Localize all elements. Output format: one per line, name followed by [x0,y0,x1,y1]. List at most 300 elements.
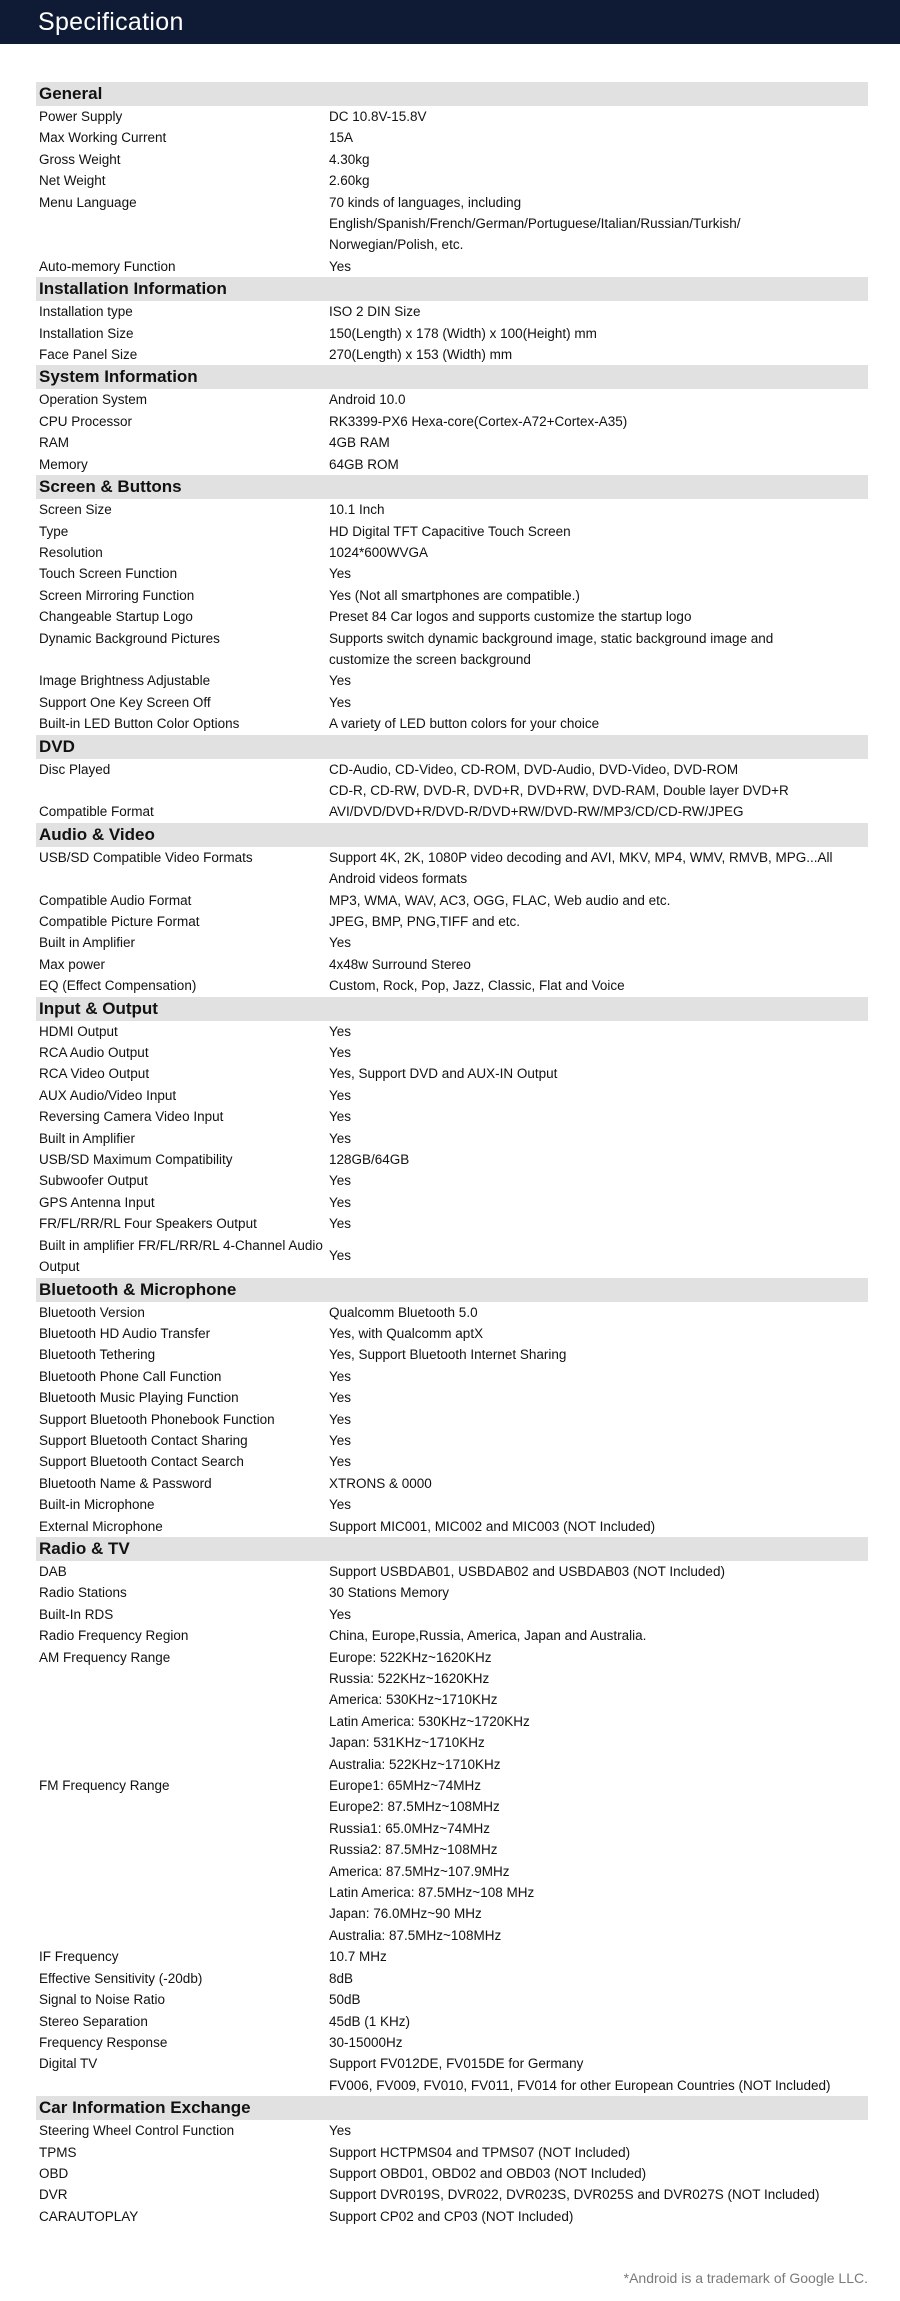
spec-label: Radio Frequency Region [39,1628,189,1644]
spec-value [329,1213,868,1234]
spec-label: Frequency Response [39,2034,168,2050]
spec-value-line: Yes [329,1454,352,1470]
spec-row [36,1021,868,1042]
spec-row [36,1213,868,1234]
spec-value-line: RK3399-PX6 Hexa-core(Cortex-A72+Cortex-A35) [329,413,628,429]
spec-row [36,1149,868,1170]
spec-label: Digital TV [39,2056,98,2072]
spec-value [329,1516,868,1537]
spec-row [36,389,868,410]
spec-row [36,2053,868,2096]
spec-row [36,149,868,170]
spec-value-line: Yes, with Qualcomm aptX [329,1325,484,1341]
section-title: Bluetooth & Microphone [36,1278,868,1302]
spec-label: Support Bluetooth Phonebook Function [39,1411,275,1427]
spec-value-line: Yes [329,1390,352,1406]
section-title: Installation Information [36,277,868,301]
spec-row [36,1516,868,1537]
spec-value [329,1604,868,1625]
spec-row [36,1582,868,1603]
spec-value-line: AVI/DVD/DVD+R/DVD-R/DVD+RW/DVD-RW/MP3/CD/CD-RW/JPEG [329,804,744,820]
spec-label: GPS Antenna Input [39,1194,155,1210]
spec-label: Compatible Audio Format [39,892,192,908]
spec-section [36,277,868,365]
spec-value [329,1946,868,1967]
spec-label: Built-in LED Button Color Options [39,716,240,732]
spec-value [329,1775,868,1946]
spec-row [36,106,868,127]
spec-value-line: America: 530KHz~1710KHz [329,1692,498,1708]
spec-value [329,1582,868,1603]
spec-label: OBD [39,2165,69,2181]
spec-label: IF Frequency [39,1949,119,1965]
spec-value [329,170,868,191]
spec-label: Disc Played [39,761,111,777]
specification-table [36,82,868,2227]
spec-label: Subwoofer Output [39,1173,148,1189]
spec-value [329,127,868,148]
spec-row [36,1128,868,1149]
spec-value-line: Support 4K, 2K, 1080P video decoding and AVI, MKV, MP4, WMV, RMVB, MPG...All [329,849,833,865]
spec-label: Signal to Noise Ratio [39,1992,166,2008]
spec-row [36,323,868,344]
spec-value [329,1063,868,1084]
spec-row [36,759,868,802]
spec-label: Built-in Microphone [39,1497,155,1513]
spec-label: External Microphone [39,1518,163,1534]
section-title: Input & Output [36,997,868,1021]
spec-value-line: Yes [329,1216,352,1232]
spec-label: Effective Sensitivity (-20db) [39,1970,203,1986]
spec-label: Bluetooth Version [39,1304,145,1320]
spec-row [36,606,868,627]
spec-row [36,1192,868,1213]
spec-value-line: customize the screen background [329,651,531,667]
spec-label: USB/SD Compatible Video Formats [39,849,253,865]
spec-value-line: FV006, FV009, FV010, FV011, FV014 for other European Countries (NOT Included) [329,2077,831,2093]
spec-value-line: Japan: 531KHz~1710KHz [329,1735,485,1751]
spec-label: Installation type [39,304,133,320]
spec-label: Dynamic Background Pictures [39,630,220,646]
spec-section [36,2096,868,2227]
section-title: Car Information Exchange [36,2096,868,2120]
spec-label: Image Brightness Adjustable [39,673,211,689]
spec-value-line: Australia: 522KHz~1710KHz [329,1756,501,1772]
spec-label: Radio Stations [39,1585,127,1601]
spec-value [329,2120,868,2141]
spec-row [36,1106,868,1127]
spec-label: Bluetooth Name & Password [39,1475,212,1491]
spec-value-line: 4x48w Surround Stereo [329,956,471,972]
spec-value-line: 2.60kg [329,173,370,189]
spec-value-line: Android 10.0 [329,392,406,408]
spec-value [329,975,868,996]
spec-label: Max Working Current [39,130,167,146]
spec-value-line: Qualcomm Bluetooth 5.0 [329,1304,478,1320]
spec-value-line: Support OBD01, OBD02 and OBD03 (NOT Included) [329,2165,647,2181]
spec-label: Type [39,523,69,539]
spec-row [36,1430,868,1451]
spec-row [36,975,868,996]
spec-row [36,1946,868,1967]
spec-value-line: Yes [329,1023,352,1039]
spec-value [329,454,868,475]
spec-value-line: MP3, WMA, WAV, AC3, OGG, FLAC, Web audio and etc. [329,892,671,908]
spec-value [329,1473,868,1494]
page-title: Specification [38,8,184,36]
section-title: General [36,82,868,106]
spec-value [329,256,868,277]
spec-label: Touch Screen Function [39,566,178,582]
spec-value-line: Support USBDAB01, USBDAB02 and USBDAB03 (NOT Included) [329,1563,725,1579]
spec-value-line: Norwegian/Polish, etc. [329,237,464,253]
spec-label: Changeable Startup Logo [39,609,193,625]
spec-value-line: Yes [329,1432,352,1448]
spec-value-line: Yes [329,1087,352,1103]
spec-value [329,1989,868,2010]
spec-label: DVR [39,2187,68,2203]
spec-section [36,735,868,823]
spec-row [36,1968,868,1989]
spec-value-line: Yes [329,1045,352,1061]
spec-value [329,411,868,432]
spec-value [329,759,868,802]
spec-value-line: Yes [329,1173,352,1189]
spec-row [36,890,868,911]
spec-value-line: Europe2: 87.5MHz~108MHz [329,1799,500,1815]
spec-value [329,2163,868,2184]
spec-value-line: Yes [329,673,352,689]
spec-value [329,192,868,256]
spec-value [329,1128,868,1149]
spec-value-line: Yes [329,258,352,274]
spec-value [329,1625,868,1646]
spec-value-line: 70 kinds of languages, including [329,194,522,210]
spec-row [36,1063,868,1084]
spec-value [329,1085,868,1106]
spec-value [329,1494,868,1515]
section-title: System Information [36,365,868,389]
spec-value-line: 150(Length) x 178 (Width) x 100(Height) mm [329,325,597,341]
spec-label: FM Frequency Range [39,1778,170,1794]
spec-label: Auto-memory Function [39,258,176,274]
spec-label: CPU Processor [39,413,133,429]
spec-row [36,932,868,953]
spec-value [329,911,868,932]
spec-value-line: Support MIC001, MIC002 and MIC003 (NOT Included) [329,1518,656,1534]
spec-row [36,1170,868,1191]
spec-value [329,542,868,563]
spec-value-line: CD-R, CD-RW, DVD-R, DVD+R, DVD+RW, DVD-RAM, Double layer DVD+R [329,782,789,798]
spec-section [36,475,868,734]
spec-value-line: Latin America: 87.5MHz~108 MHz [329,1885,535,1901]
spec-label: DAB [39,1563,67,1579]
spec-value-line: HD Digital TFT Capacitive Touch Screen [329,523,571,539]
spec-label: Screen Size [39,502,112,518]
spec-value [329,713,868,734]
spec-row [36,454,868,475]
spec-label: Reversing Camera Video Input [39,1109,224,1125]
spec-row [36,1366,868,1387]
spec-label: Compatible Format [39,804,154,820]
spec-value-line: 45dB (1 KHz) [329,2013,411,2029]
spec-value-line: DC 10.8V-15.8V [329,109,427,124]
spec-row [36,911,868,932]
spec-value-line: 8dB [329,1970,354,1986]
spec-label: RCA Video Output [39,1066,150,1082]
spec-value [329,801,868,822]
spec-label: Net Weight [39,173,106,189]
section-title: Screen & Buttons [36,475,868,499]
spec-value-line: Yes [329,566,352,582]
spec-row [36,1323,868,1344]
spec-label: Compatible Picture Format [39,914,200,929]
spec-row [36,1042,868,1063]
spec-label: Support Bluetooth Contact Search [39,1454,244,1470]
spec-row [36,2163,868,2184]
spec-row [36,801,868,822]
spec-row [36,847,868,890]
spec-row [36,713,868,734]
spec-value-line: Support FV012DE, FV015DE for Germany [329,2056,584,2072]
spec-value [329,432,868,453]
spec-value-line: 15A [329,130,354,146]
spec-row [36,192,868,256]
spec-value-line: Support HCTPMS04 and TPMS07 (NOT Included) [329,2144,631,2160]
spec-value-line: Russia1: 65.0MHz~74MHz [329,1820,490,1836]
spec-value [329,1170,868,1191]
spec-value [329,890,868,911]
spec-value-line: Yes [329,1497,352,1513]
spec-value-line: JPEG, BMP, PNG,TIFF and etc. [329,914,521,929]
spec-value-line: Yes [329,1109,352,1125]
spec-section [36,82,868,277]
spec-value [329,1192,868,1213]
spec-row [36,1494,868,1515]
spec-label: RAM [39,435,69,451]
spec-label: Bluetooth Music Playing Function [39,1390,239,1406]
spec-value [329,1323,868,1344]
spec-row [36,563,868,584]
spec-value [329,301,868,322]
spec-section [36,1278,868,1537]
spec-value-line: Yes [329,1368,352,1384]
spec-value-line: Russia: 522KHz~1620KHz [329,1671,490,1686]
spec-value [329,389,868,410]
spec-row [36,1409,868,1430]
spec-value-line: Latin America: 530KHz~1720KHz [329,1713,530,1729]
spec-row [36,256,868,277]
spec-row [36,1235,868,1278]
spec-label: AUX Audio/Video Input [39,1087,177,1103]
spec-row [36,301,868,322]
spec-value [329,1430,868,1451]
spec-value [329,106,868,127]
spec-label: Power Supply [39,109,123,124]
spec-row [36,2032,868,2053]
spec-row [36,1989,868,2010]
spec-value [329,585,868,606]
spec-row [36,1302,868,1323]
spec-value-line: English/Spanish/French/German/Portuguese/Italian/Russian/Turkish/ [329,216,741,232]
spec-value [329,1561,868,1582]
spec-value [329,1366,868,1387]
spec-label: Bluetooth HD Audio Transfer [39,1325,211,1341]
spec-row [36,1387,868,1408]
spec-value-line: 4GB RAM [329,435,390,451]
spec-row [36,1775,868,1946]
spec-value [329,323,868,344]
spec-value-line: 1024*600WVGA [329,544,429,560]
spec-value [329,1647,868,1775]
spec-value-line: Yes [329,1194,352,1210]
spec-label: Support One Key Screen Off [39,694,211,710]
spec-label: Built in Amplifier [39,935,136,951]
spec-label: Operation System [39,392,148,408]
spec-value-line: CD-Audio, CD-Video, CD-ROM, DVD-Audio, DVD-Video, DVD-ROM [329,761,739,777]
spec-value [329,1021,868,1042]
spec-value [329,606,868,627]
spec-section [36,997,868,1278]
spec-value-line: 30 Stations Memory [329,1585,450,1601]
spec-row [36,628,868,671]
spec-value-line: 10.1 Inch [329,502,385,518]
spec-row [36,542,868,563]
spec-row [36,1451,868,1472]
spec-section [36,1537,868,2096]
spec-label: CARAUTOPLAY [39,2208,139,2224]
spec-value-line: Preset 84 Car logos and supports customize the startup logo [329,609,692,625]
spec-value-line: Yes [329,694,352,710]
spec-label: TPMS [39,2144,77,2160]
spec-row [36,1604,868,1625]
section-title: Audio & Video [36,823,868,847]
spec-section [36,823,868,997]
spec-row [36,411,868,432]
spec-value-line: Australia: 87.5MHz~108MHz [329,1927,502,1943]
spec-label: Bluetooth Phone Call Function [39,1368,222,1384]
spec-value-line: Yes [329,935,352,951]
spec-value [329,670,868,691]
spec-value [329,1344,868,1365]
spec-value-line: Yes [329,1411,352,1427]
trademark-footnote: *Android is a trademark of Google LLC. [623,2270,868,2286]
spec-label: Steering Wheel Control Function [39,2123,235,2139]
spec-value-line: Yes [329,2123,352,2139]
spec-value [329,2032,868,2053]
spec-value [329,1409,868,1430]
spec-value-line: Android videos formats [329,871,468,887]
spec-value-line: 270(Length) x 153 (Width) mm [329,347,513,363]
spec-label: Resolution [39,544,103,560]
spec-row [36,2184,868,2205]
spec-row [36,1561,868,1582]
spec-value-line: America: 87.5MHz~107.9MHz [329,1863,510,1879]
spec-value [329,1387,868,1408]
spec-value [329,1245,868,1266]
spec-value-line: 10.7 MHz [329,1949,387,1965]
spec-label: Memory [39,456,88,472]
spec-label: FR/FL/RR/RL Four Speakers Output [39,1216,257,1232]
spec-value-line: Custom, Rock, Pop, Jazz, Classic, Flat and Voice [329,978,625,994]
spec-row [36,1647,868,1775]
spec-row [36,1625,868,1646]
spec-row [36,692,868,713]
spec-value-line: 128GB/64GB [329,1152,410,1168]
spec-label: Face Panel Size [39,347,138,363]
spec-value-line: Russia2: 87.5MHz~108MHz [329,1842,498,1858]
spec-row [36,521,868,542]
spec-label: Built-In RDS [39,1606,114,1622]
spec-label: Menu Language [39,194,137,210]
spec-value-line: Yes [329,1606,352,1622]
spec-row [36,2120,868,2141]
spec-row [36,954,868,975]
spec-label: USB/SD Maximum Compatibility [39,1152,233,1168]
spec-section [36,365,868,475]
spec-value [329,1451,868,1472]
spec-label: Screen Mirroring Function [39,587,195,603]
spec-value [329,1042,868,1063]
spec-label: Support Bluetooth Contact Sharing [39,1432,248,1448]
spec-value-line: 30-15000Hz [329,2034,403,2050]
spec-value [329,1302,868,1323]
spec-row [36,1085,868,1106]
spec-value [329,628,868,671]
spec-value-line: Yes [329,1130,352,1146]
spec-row [36,585,868,606]
spec-value [329,2184,868,2205]
section-title: DVD [36,735,868,759]
spec-value [329,1968,868,1989]
spec-label: AM Frequency Range [39,1649,171,1665]
spec-row [36,432,868,453]
spec-value-line: Support DVR019S, DVR022, DVR023S, DVR025S and DVR027S (NOT Included) [329,2187,820,2203]
spec-row [36,670,868,691]
spec-value-line: ISO 2 DIN Size [329,304,421,320]
spec-label: Max power [39,956,106,972]
spec-value [329,563,868,584]
spec-label: Built in Amplifier [39,1130,136,1146]
spec-row [36,2142,868,2163]
spec-label: Gross Weight [39,151,121,167]
spec-value [329,932,868,953]
spec-value [329,1106,868,1127]
spec-value [329,521,868,542]
spec-value [329,344,868,365]
spec-value [329,847,868,890]
spec-value [329,2206,868,2227]
spec-value [329,499,868,520]
spec-row [36,1344,868,1365]
spec-label: Installation Size [39,325,134,341]
spec-label: HDMI Output [39,1023,118,1039]
spec-value-line: Yes [329,1248,352,1264]
spec-label: Stereo Separation [39,2013,148,2029]
spec-value-line: 50dB [329,1992,361,2008]
spec-value [329,1149,868,1170]
section-title: Radio & TV [36,1537,868,1561]
spec-row [36,344,868,365]
spec-label: Built in amplifier FR/FL/RR/RL 4-Channel Audio Output [39,1237,323,1275]
spec-value-line: Yes, Support DVD and AUX-IN Output [329,1066,558,1082]
page-header [0,0,900,44]
spec-value-line: Europe1: 65MHz~74MHz [329,1778,481,1794]
spec-value-line: Europe: 522KHz~1620KHz [329,1649,492,1665]
spec-value-line: Supports switch dynamic background image, static background image and [329,630,774,646]
spec-value-line: Japan: 76.0MHz~90 MHz [329,1906,482,1922]
spec-value [329,2053,868,2096]
